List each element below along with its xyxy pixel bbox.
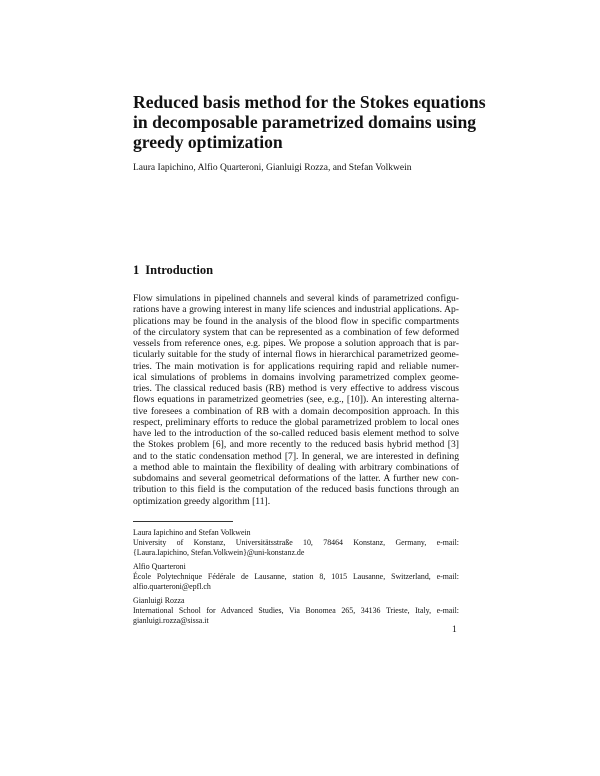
body-line: the Stokes problem [6], and more recently to the reduced basis hybrid method [3] — [133, 439, 459, 451]
section-title: Introduction — [145, 263, 214, 277]
body-line: tribution to this field is the computation of the reduced basis functions through an — [133, 484, 459, 496]
title-line: greedy optimization — [133, 132, 283, 152]
affiliation-authors: Laura Iapichino and Stefan Volkwein — [133, 528, 251, 537]
body-line: rations have a growing interest in many life sciences and industrial applications. Ap- — [133, 304, 459, 316]
affiliation-address: École Polytechnique Fédérale de Lausanne, station 8, 1015 Lausanne, Switzerland, e-mail: — [133, 571, 459, 581]
affiliation-block — [133, 562, 459, 592]
footnote-rule — [133, 521, 233, 522]
affiliation-email: {Laura.Iapichino, Stefan.Volkwein}@uni-konstanz.de — [133, 548, 305, 558]
body-line: tries. The main motivation is for applications requiring rapid and reliable numer- — [133, 360, 459, 372]
body-line: ical simulations of problems in domains involving parametrized complex geome- — [133, 371, 459, 383]
body-line: and to the static condensation method [7]. In general, we are interested in defining — [133, 450, 459, 462]
introduction-paragraph — [133, 293, 459, 507]
body-line: a method able to maintain the flexibility of dealing with arbitrary combinations of — [133, 461, 459, 473]
body-line: respect, preliminary efforts to reduce the global parametrized problem to local ones — [133, 416, 459, 428]
title-line: in decomposable parametrized domains using — [133, 112, 477, 132]
affiliation-address: University of Konstanz, Universitätsstraße 10, 78464 Konstanz, Germany, e-mail: — [133, 538, 459, 548]
body-line: Flow simulations in pipelined channels and several kinds of parametrized configu- — [133, 293, 459, 304]
title-line: Reduced basis method for the Stokes equations — [133, 92, 486, 112]
affiliation-authors: Alfio Quarteroni — [133, 561, 186, 571]
affiliation-authors: Gianluigi Rozza — [133, 595, 185, 605]
section-heading — [133, 262, 213, 278]
body-line: have led to the introduction of the so-called reduced basis element method to solve — [133, 428, 459, 439]
body-line: tries. The classical reduced basis (RB) method is very effective to address viscous — [133, 383, 459, 394]
author-list: Laura Iapichino, Alfio Quarteroni, Gianluigi Rozza, and Stefan Volkwein — [133, 163, 412, 173]
body-line: ticularly suitable for the study of internal flows in hierarchical parametrized geome- — [133, 349, 459, 361]
body-line: plications may be found in the analysis of the blood flow in specific compartments — [133, 315, 459, 327]
affiliation-email: alfio.quarteroni@epfl.ch — [133, 581, 211, 591]
body-line: subdomains and several geometrical deformations of the latter. A further new con- — [133, 473, 459, 484]
body-line: optimization greedy algorithm [11]. — [133, 495, 271, 507]
body-line: tive foresees a combination of RB with a domain decomposition approach. In this — [133, 405, 459, 417]
body-line: flows equations in parametrized geometries (see, e.g., [10]). An interesting alterna- — [133, 394, 459, 406]
body-line: vessels from reference ones, e.g. pipes. We propose a solution approach that is par- — [133, 338, 459, 349]
affiliation-email: gianluigi.rozza@sissa.it — [133, 615, 209, 625]
paper-title — [133, 92, 486, 152]
body-line: of the circulatory system that can be represented as a combination of few deformed — [133, 326, 459, 338]
section-number: 1 — [133, 263, 140, 277]
affiliation-block — [133, 528, 459, 558]
affiliations-footnotes — [133, 528, 459, 629]
page-number: 1 — [452, 625, 457, 635]
affiliation-address: International School for Advanced Studies, Via Bonomea 265, 34136 Trieste, Italy, e-mail: — [133, 605, 459, 615]
affiliation-block — [133, 596, 459, 626]
